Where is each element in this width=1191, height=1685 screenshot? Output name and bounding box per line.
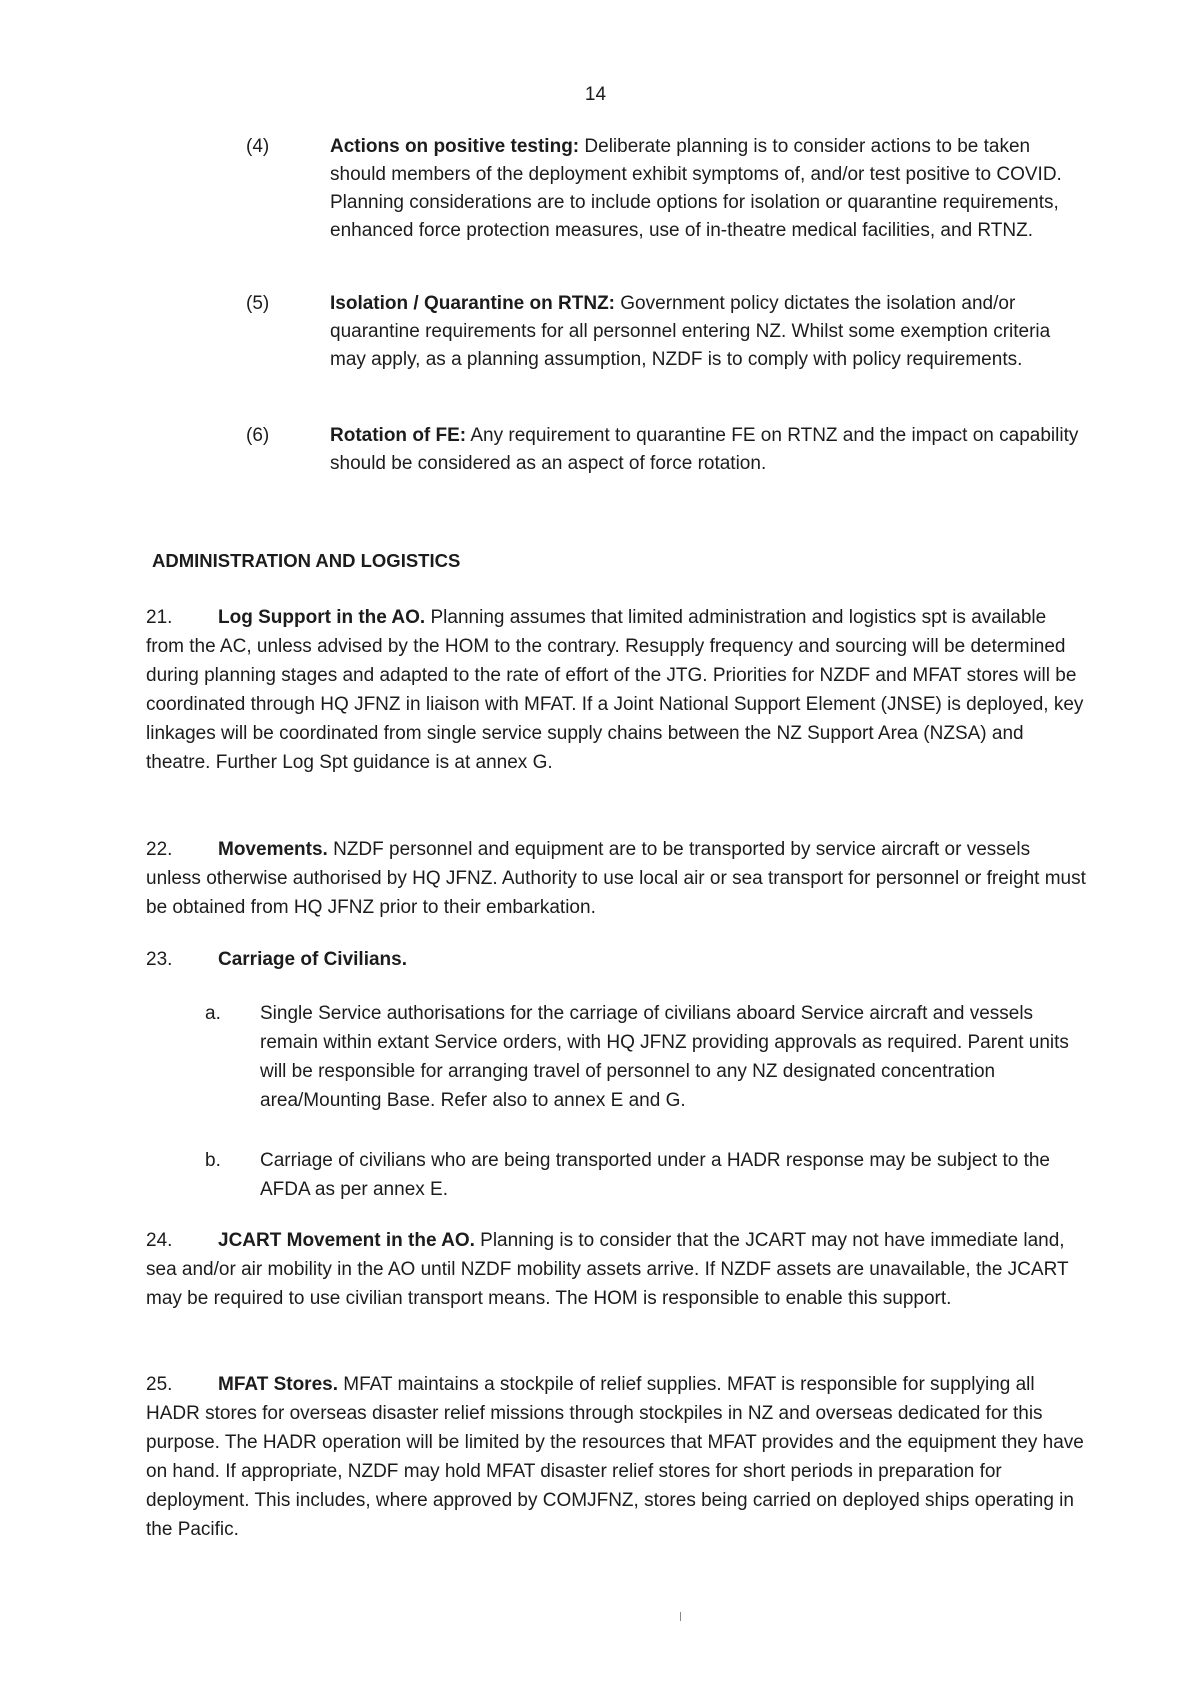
paragraph-number: 22. xyxy=(146,839,173,860)
footer-mark xyxy=(680,1612,681,1621)
paragraph-22 xyxy=(146,835,1086,922)
paragraph-number: 21. xyxy=(146,607,173,628)
paragraph-title: Movements. xyxy=(218,839,328,860)
paragraph-text: NZDF personnel and equipment are to be transported by service aircraft or vessels unless otherwise authorised by HQ JFNZ. Authority to use local air or sea transport for personnel or freight must be obtained from HQ JFNZ prior to their embarkation. xyxy=(146,839,1086,918)
paragraph-number: 23. xyxy=(146,949,173,970)
subitem-title: Isolation / Quarantine on RTNZ: xyxy=(330,293,615,314)
paragraph-number: 25. xyxy=(146,1374,173,1395)
paragraph-number: 24. xyxy=(146,1230,173,1251)
section-heading: ADMINISTRATION AND LOGISTICS xyxy=(152,550,461,571)
subitem-rotation-of-fe xyxy=(246,422,1091,478)
subitem-number: (5) xyxy=(246,293,270,314)
item-label: a. xyxy=(205,1003,221,1024)
paragraph-21 xyxy=(146,603,1086,777)
item-text: Single Service authorisations for the carriage of civilians aboard Service aircraft and vessels remain within extant Service orders, with HQ JFNZ providing approvals as required. Parent units will be responsible for arranging travel of personnel to any NZ designated concentration area/Mounting Base. Refer also to annex E and G. xyxy=(260,1003,1069,1111)
page-number: 14 xyxy=(584,84,607,105)
subitem-body xyxy=(330,133,1091,245)
civilian-item-a xyxy=(205,999,1085,1115)
subitem-body xyxy=(330,290,1091,374)
subitem-text: Any requirement to quarantine FE on RTNZ and the impact on capability should be considered as an aspect of force rotation. xyxy=(330,425,1079,474)
item-label: b. xyxy=(205,1150,221,1171)
paragraph-25 xyxy=(146,1370,1086,1544)
item-text: Carriage of civilians who are being transported under a HADR response may be subject to the AFDA as per annex E. xyxy=(260,1150,1050,1200)
paragraph-text: MFAT maintains a stockpile of relief supplies. MFAT is responsible for supplying all HADR stores for overseas disaster relief missions through stockpiles in NZ and overseas dedicated for this purpose. The HADR operation will be limited by the resources that MFAT provides and the equipment they have on hand. If appropriate, NZDF may hold MFAT disaster relief stores for short periods in preparation for deployment. This includes, where approved by COMJFNZ, stores being carried on deployed ships operating in the Pacific. xyxy=(146,1374,1084,1540)
paragraph-title: Carriage of Civilians. xyxy=(218,949,408,970)
paragraph-text: Planning is to consider that the JCART may not have immediate land, sea and/or air mobility in the AO until NZDF mobility assets arrive. If NZDF assets are unavailable, the JCART may be required to use civilian transport means. The HOM is responsible to enable this support. xyxy=(146,1230,1069,1309)
paragraph-title: MFAT Stores. xyxy=(218,1374,338,1395)
paragraph-24 xyxy=(146,1226,1086,1313)
paragraph-text: Planning assumes that limited administration and logistics spt is available from the AC, unless advised by the HOM to the contrary. Resupply frequency and sourcing will be determined during planning stages and adapted to the rate of effort of the JTG. Priorities for NZDF and MFAT stores will be coordinated through HQ JFNZ in liaison with MFAT. If a Joint National Support Element (JNSE) is deployed, key linkages will be coordinated from single service supply chains between the NZ Support Area (NZSA) and theatre. Further Log Spt guidance is at annex G. xyxy=(146,607,1084,773)
subitem-actions-on-positive-testing xyxy=(246,133,1091,245)
subitem-body xyxy=(330,422,1091,478)
subitem-number: (4) xyxy=(246,136,270,157)
civilian-item-b xyxy=(205,1146,1085,1204)
subitem-isolation-quarantine xyxy=(246,290,1091,374)
subitem-number: (6) xyxy=(246,425,270,446)
paragraph-title: JCART Movement in the AO. xyxy=(218,1230,475,1251)
paragraph-title: Log Support in the AO. xyxy=(218,607,426,628)
subitem-title: Actions on positive testing: xyxy=(330,136,580,157)
subitem-text: Deliberate planning is to consider actions to be taken should members of the deployment exhibit symptoms of, and/or test positive to COVID. Planning considerations are to include options for isolation or quarantine requirements, enhanced force protection measures, use of in-theatre medical facilities, and RTNZ. xyxy=(330,136,1062,241)
subitem-text: Government policy dictates the isolation and/or quarantine requirements for all personnel entering NZ. Whilst some exemption criteria may apply, as a planning assumption, NZDF is to comply with policy requirements. xyxy=(330,293,1051,370)
subitem-title: Rotation of FE: xyxy=(330,425,467,446)
paragraph-23 xyxy=(146,945,1086,974)
